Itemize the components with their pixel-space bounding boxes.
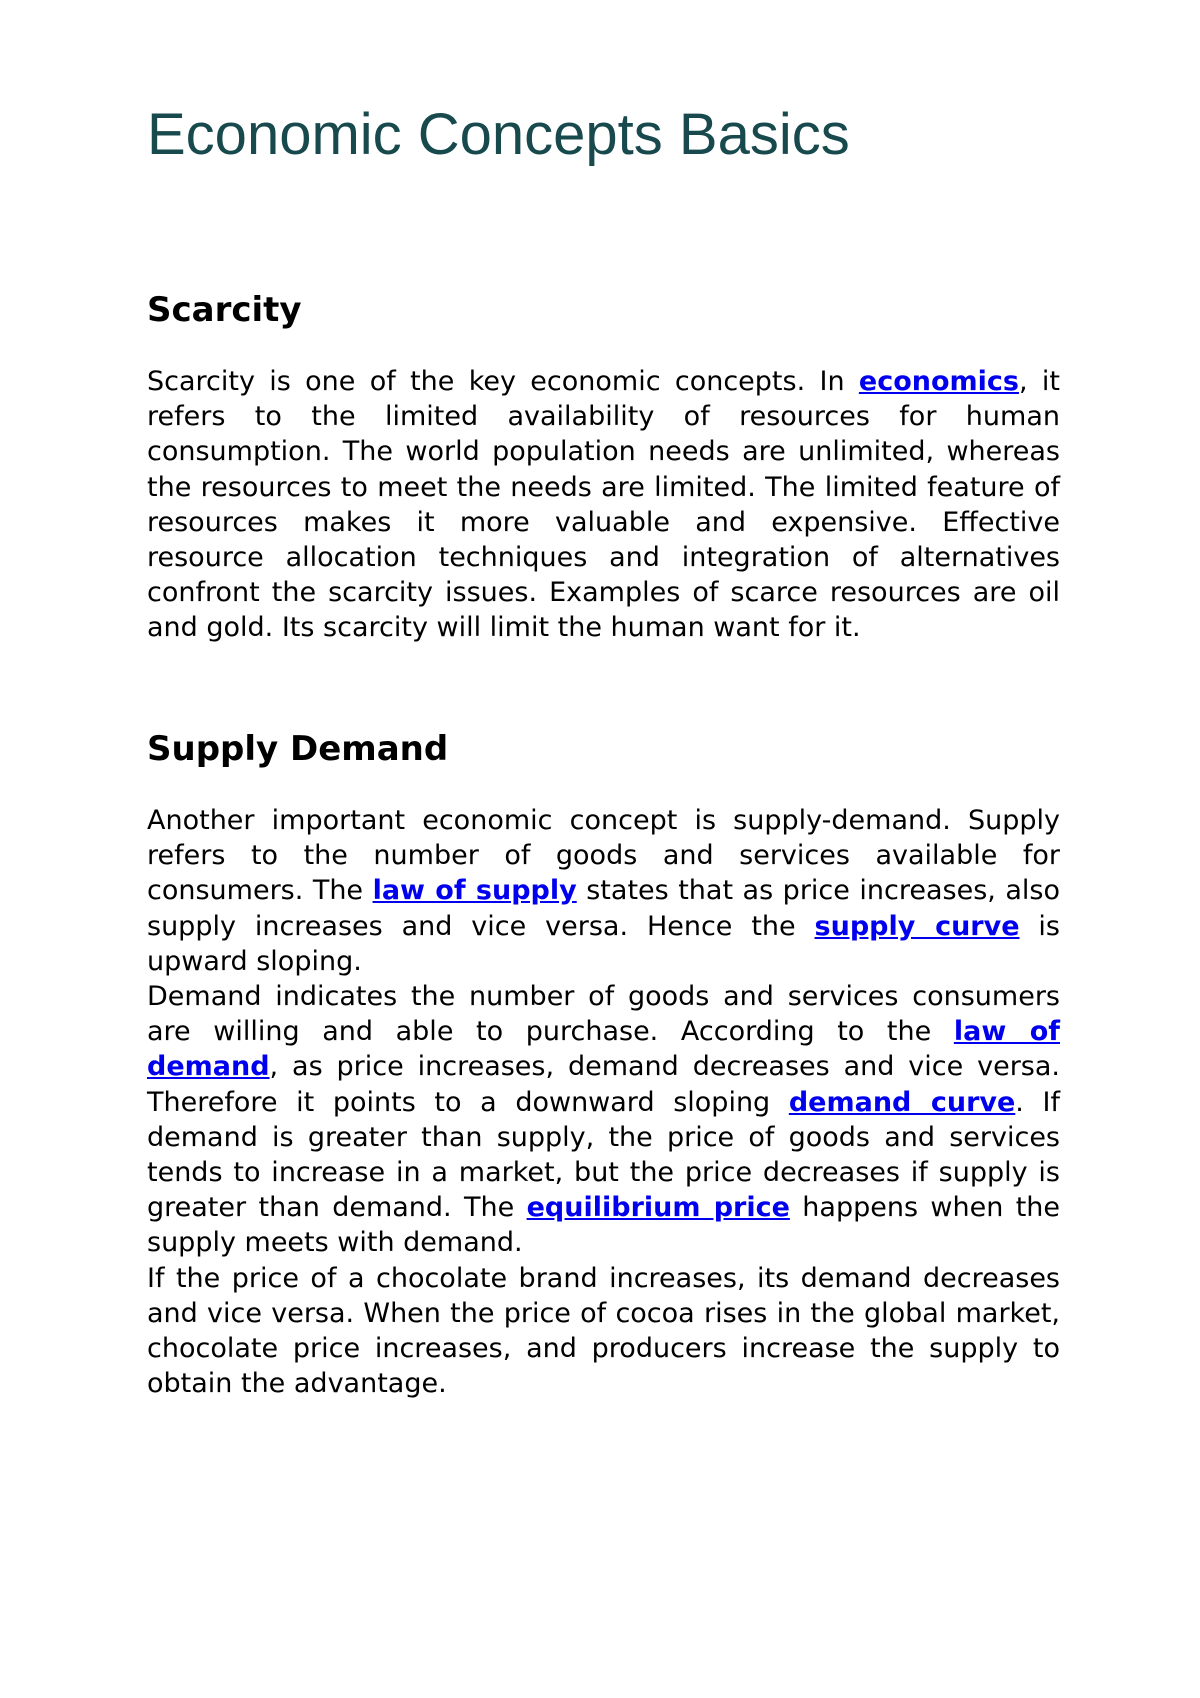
link-demand-curve[interactable]: demand curve — [788, 1086, 1016, 1118]
text-run: , it refers to the limited availability of resources for human consumption. The world population needs are unlimited, whereas the resources to meet the needs are limited. The limited feature of resources makes it more valuable and expensive. Effective resource allocation techniques and integration of alternatives confront the scarcity issues. Examples of scarce resources are oil and gold. Its scarcity will limit the human want for it. — [147, 366, 1060, 644]
text-run: states that as price increases, also supply increases and vice versa. Hence the — [147, 875, 1060, 942]
link-equilibrium-price[interactable]: equilibrium price — [526, 1192, 790, 1224]
paragraph — [147, 364, 1060, 646]
link-law-of-demand[interactable]: law of demand — [147, 1016, 1060, 1083]
section-body-supply-demand — [147, 803, 1060, 1401]
text-run: . If demand is greater than supply, the price of goods and services tends to increase in a market, but the price decreases if supply is greater than demand. The — [147, 1086, 1060, 1224]
text-run: Another important economic concept is supply-demand. Supply refers to the number of goods and services available for consumers. The — [147, 805, 1060, 907]
text-run: happens when the supply meets with demand. — [147, 1192, 1061, 1259]
section-body-scarcity — [147, 364, 1060, 646]
text-run: If the price of a chocolate brand increases, its demand decreases and vice versa. When the price of cocoa rises in the global market, chocolate price increases, and producers increase the supply to obtain the advantage. — [147, 1262, 1060, 1400]
text-run: , as price increases, demand decreases and vice versa. Therefore it points to a downward sloping — [147, 1051, 1060, 1118]
paragraph — [147, 979, 1060, 1261]
link-economics[interactable]: economics — [858, 366, 1019, 397]
paragraph — [147, 1261, 1060, 1402]
link-supply-curve[interactable]: supply curve — [814, 910, 1020, 942]
link-law-of-supply[interactable]: law of supply — [372, 875, 577, 907]
text-run: is upward sloping. — [147, 910, 1061, 977]
section-heading-supply-demand: Supply Demand — [147, 729, 449, 769]
text-run: Scarcity is one of the key economic concepts. In — [147, 366, 859, 397]
paragraph — [147, 803, 1060, 979]
text-run: Demand indicates the number of goods and services consumers are willing and able to purchase. According to the — [147, 981, 1060, 1048]
document-title: Economic Concepts Basics — [147, 102, 850, 167]
section-heading-scarcity: Scarcity — [147, 290, 302, 330]
